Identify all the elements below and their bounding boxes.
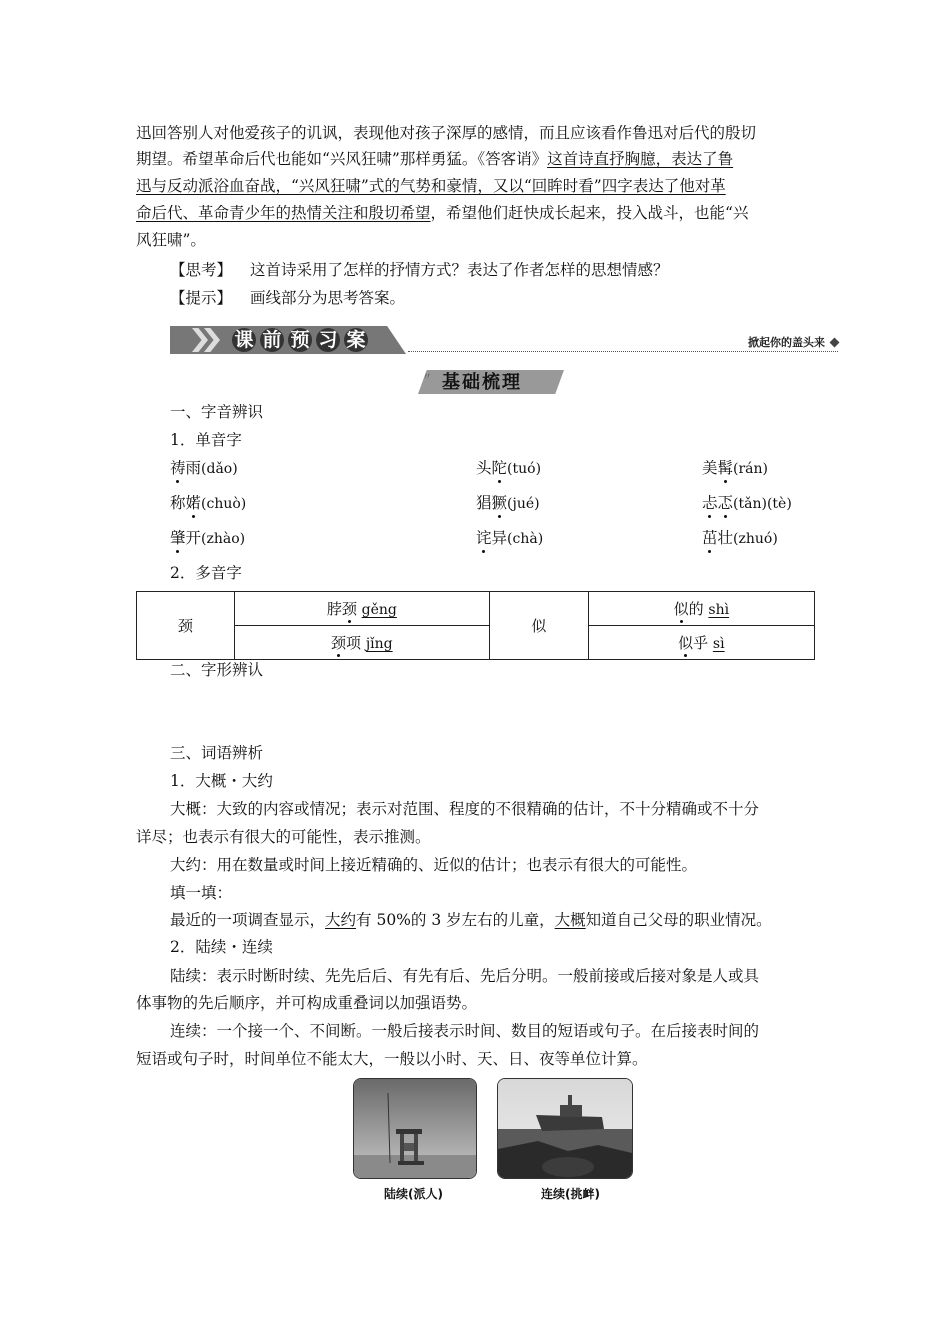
pinyin: (chà) [507, 531, 544, 547]
pinyin-answer: gěng [361, 602, 397, 618]
single-char-item [170, 457, 238, 480]
char: 开 [185, 529, 202, 547]
char: 雨 [185, 459, 202, 477]
intro-line-4 [136, 202, 748, 224]
photo-caption-2: 连续(挑衅) [541, 1187, 600, 1201]
char-dotted: 髯 [717, 459, 734, 477]
single-char-item [702, 492, 792, 515]
char-dotted: 肇 [170, 529, 186, 547]
char: 异 [491, 529, 508, 547]
char-dotted: 祷 [170, 459, 186, 477]
intro-line-2-text: 期望。希望革命后代也能如“兴风狂啸”那样勇猛。《答客诮》 [136, 150, 548, 168]
char-dotted: 颈 [341, 600, 357, 618]
pinyin: (zhào) [201, 531, 246, 547]
tower-image [354, 1079, 476, 1178]
intro-line-1: 迅回答别人对他爱孩子的讥讽，表现他对孩子深厚的感情，而且应该看作鲁迅对后代的殷切 [136, 124, 757, 142]
single-char-item [476, 492, 540, 515]
pinyin-answer: jǐng [365, 636, 393, 652]
photo-tower [353, 1078, 477, 1179]
char-dotted: 陀 [491, 459, 508, 477]
dagai-line-1: 大概：大致的内容或情况；表示对范围、程度的不很精确的估计，不十分精确或不十分 [170, 800, 760, 818]
char-dotted: 獗 [491, 494, 508, 512]
section1-title: 一、字音辨识 [170, 403, 264, 421]
banner-char: 预 [288, 328, 312, 352]
char: 的 [688, 600, 704, 618]
char: 头 [476, 459, 492, 477]
pinyin: (chuò) [201, 496, 247, 512]
intro-underline-3: 命后代、革命青少年的热情关注和殷切希望 [136, 204, 431, 222]
lianxu-line-1: 连续：一个接一个、不间断。一般后接表示时间、数目的短语或句子。在后接表时间的 [170, 1022, 760, 1040]
diamond-icon [830, 338, 840, 348]
fill-answer: 大概 [554, 911, 586, 929]
banner-char: 课 [232, 328, 256, 352]
dagai-line-2: 详尽；也表示有很大的可能性，表示推测。 [136, 828, 431, 846]
fill-text: 最近的一项调查显示， [170, 911, 326, 929]
pinyin: (tǎn)(tè) [733, 496, 792, 512]
intro-underline-2: 迅与反动派浴血奋战，“兴风狂啸”式的气势和豪情，又以“回眸时看”四字表达了他对革 [136, 177, 726, 195]
hint-text: 画线部分为思考答案。 [250, 289, 406, 307]
banner-char: 前 [260, 328, 284, 352]
char-dotted: 忐 [702, 494, 718, 512]
banner-char: 习 [316, 328, 340, 352]
single-char-heading: 1．单音字 [170, 431, 242, 449]
fill-text: 知道自己父母的职业情况。 [585, 911, 772, 929]
banner-slogan [748, 334, 838, 350]
char: 称 [170, 494, 186, 512]
char: 脖 [326, 600, 342, 618]
dayue-line: 大约：用在数量或时间上接近精确的、近似的估计；也表示有很大的可能性。 [170, 856, 698, 874]
banner-divider [408, 351, 838, 352]
pinyin: (rán) [733, 461, 769, 477]
fill-label: 填一填： [170, 884, 233, 902]
char-dotted: 忑 [717, 494, 734, 512]
char: 壮 [717, 529, 734, 547]
char-dotted: 似 [678, 634, 694, 652]
think-text: 这首诗采用了怎样的抒情方式？表达了作者怎样的思想情感？ [250, 261, 669, 279]
banner-char: 案 [344, 328, 368, 352]
pinyin: (zhuó) [733, 531, 778, 547]
char-dotted: 婼 [185, 494, 202, 512]
char: 猖 [476, 494, 492, 512]
quote-mark-icon: 〃 [422, 372, 432, 383]
banner-title [232, 328, 372, 352]
hint-line [170, 287, 405, 309]
polyphone-table [136, 591, 815, 660]
luxu-line-1: 陆续：表示时断时续、先先后后、有先有后、先后分明。一般前接或后接对象是人或具 [170, 967, 760, 985]
single-char-item [476, 527, 543, 550]
char-dotted: 颈 [331, 634, 347, 652]
photo-caption-1: 陆续(派人) [384, 1187, 443, 1201]
table-row [137, 592, 815, 626]
photo-ship [497, 1078, 633, 1179]
pinyin-answer: shì [708, 602, 730, 618]
luxu-line-2: 体事物的先后顺序，并可构成重叠词以加强语势。 [136, 994, 478, 1012]
intro-line-5: 风狂啸”。 [136, 231, 206, 249]
polyphone-heading: 2．多音字 [170, 564, 242, 582]
table-row [137, 626, 815, 660]
table-cell [588, 592, 814, 626]
char: 项 [346, 634, 362, 652]
pinyin: (jué) [507, 496, 540, 512]
single-char-item [702, 457, 768, 480]
single-char-item [170, 527, 245, 550]
char: 乎 [693, 634, 709, 652]
table-cell [234, 592, 489, 626]
fill-sentence [170, 909, 772, 931]
table-cell [234, 626, 489, 660]
intro-line-4-rest: ，希望他们赶快成长起来，投入战斗，也能“兴 [430, 204, 749, 222]
fill-text: 有 50%的 3 岁左右的儿童， [356, 911, 555, 929]
lianxu-line-2: 短语或句子时，时间单位不能太大，一般以小时、天、日、夜等单位计算。 [136, 1050, 648, 1068]
single-char-item [476, 457, 541, 480]
section2-title: 二、字形辨认 [170, 661, 264, 679]
item2-heading: 2．陆续・连续 [170, 938, 273, 956]
char: 美 [702, 459, 718, 477]
think-line [170, 259, 669, 281]
fill-answer: 大约 [325, 911, 357, 929]
char-dotted: 似 [673, 600, 689, 618]
sub-banner [418, 366, 564, 396]
intro-line-2 [136, 148, 733, 170]
sub-banner-title: 基础梳理 [442, 372, 522, 393]
char-dotted: 茁 [702, 529, 718, 547]
intro-underline-1: 这首诗直抒胸臆，表达了鲁 [547, 150, 734, 168]
section-banner [170, 326, 838, 354]
pinyin: (dǎo) [201, 461, 238, 477]
single-char-item [170, 492, 246, 515]
single-char-item [702, 527, 778, 550]
pinyin-answer: sì [712, 636, 725, 652]
item1-heading: 1．大概・大约 [170, 772, 273, 790]
char-dotted: 诧 [476, 529, 492, 547]
table-cell-char: 似 [489, 592, 588, 660]
hint-tag: 【提示】 [170, 289, 233, 307]
section3-title: 三、词语辨析 [170, 744, 264, 762]
table-cell-char: 颈 [137, 592, 235, 660]
pinyin: (tuó) [507, 461, 542, 477]
banner-slogan-text: 掀起你的盖头来 [748, 336, 825, 349]
ship-image [498, 1079, 632, 1178]
think-tag: 【思考】 [170, 261, 233, 279]
table-cell [588, 626, 814, 660]
